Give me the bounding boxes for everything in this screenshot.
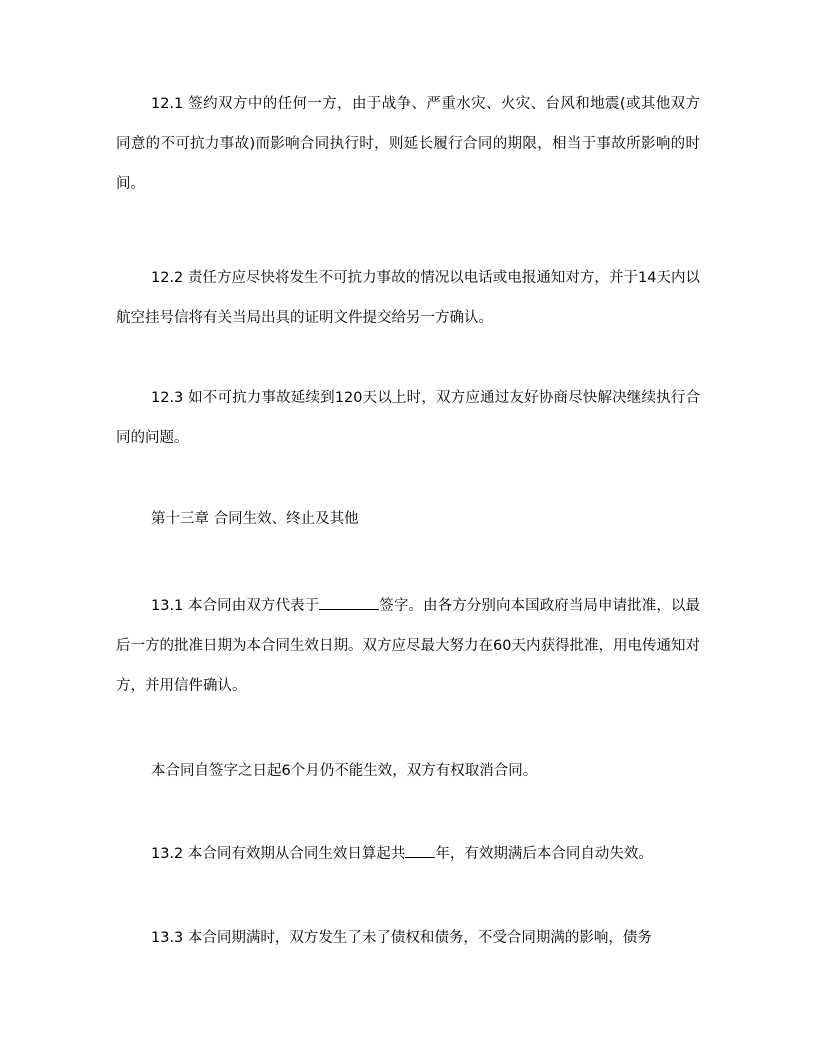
clause-13-2 bbox=[116, 834, 700, 874]
clause-13-2-text-start: 13.2 本合同有效期从合同生效日算起共 bbox=[151, 846, 406, 862]
clause-13-1-text-start: 13.1 本合同由双方代表于 bbox=[151, 598, 320, 614]
clause-13-3: 13.3 本合同期满时，双方发生了未了债权和债务，不受合同期满的影响，债务 bbox=[151, 930, 652, 946]
clause-12-1: 12.1 签约双方中的任何一方，由于战争、严重水灾、火灾、台风和地震(或其他双方同意的不可抗力事故)而影响合同执行时，则延长履行合同的期限，相当于事故所影响的时间。 bbox=[116, 96, 700, 192]
clause-12-3: 12.3 如不可抗力事故延续到120天以上时，双方应通过友好协商尽快解决继续执行合同的问题。 bbox=[116, 390, 700, 446]
signing-date-blank bbox=[319, 593, 379, 610]
validity-years-blank bbox=[405, 841, 435, 858]
clause-13-1 bbox=[116, 586, 700, 706]
clause-12-2: 12.2 责任方应尽快将发生不可抗力事故的情况以电话或电报通知对方，并于14天内以航空挂号信将有关当局出具的证明文件提交给另一方确认。 bbox=[116, 270, 700, 326]
chapter-13-heading: 第十三章 合同生效、终止及其他 bbox=[151, 511, 359, 527]
clause-13-2-text-end: 年，有效期满后本合同自动失效。 bbox=[435, 846, 653, 862]
clause-13-1-note: 本合同自签字之日起6个月仍不能生效，双方有权取消合同。 bbox=[151, 763, 538, 779]
clause-13-1-text-end: 签字。由各方分别向本国政府当局申请批准，以最后一方的批准日期为本合同生效日期。双方应尽最大努力在60天内获得批准，用电传通知对方，并用信件确认。 bbox=[116, 598, 700, 694]
